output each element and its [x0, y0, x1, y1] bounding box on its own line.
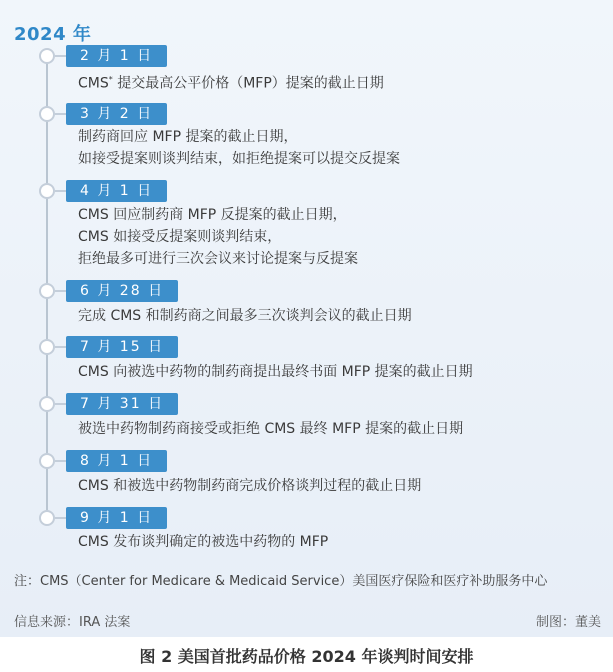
- event-date-badge: 8 月 1 日: [66, 450, 167, 472]
- timeline-node-icon: [39, 183, 55, 199]
- timeline-node-icon: [39, 339, 55, 355]
- event-date-badge: 7 月 15 日: [66, 336, 178, 358]
- timeline-node-icon: [39, 106, 55, 122]
- figure-caption: 图 2 美国首批药品价格 2024 年谈判时间安排: [139, 647, 474, 666]
- timeline-node-icon: [39, 396, 55, 412]
- event-date-badge: 4 月 1 日: [66, 180, 167, 202]
- event-description: CMS* 提交最高公平价格（MFP）提案的截止日期: [78, 75, 384, 92]
- footnote: 注：CMS（Center for Medicare & Medicaid Service）美国医疗保险和医疗补助服务中心: [14, 574, 548, 589]
- event-description: CMS 向被选中药物的制药商提出最终书面 MFP 提案的截止日期: [78, 364, 473, 380]
- footnote-marker: *: [108, 75, 113, 84]
- event-date-badge: 2 月 1 日: [66, 45, 167, 67]
- event-description: 被选中药物制药商接受或拒绝 CMS 最终 MFP 提案的截止日期: [78, 421, 464, 437]
- event-description: CMS 发布谈判确定的被选中药物的 MFP: [78, 534, 329, 550]
- credit-note: 制图：董美: [535, 615, 601, 630]
- timeline-node-icon: [39, 453, 55, 469]
- event-date-badge: 3 月 2 日: [66, 103, 167, 125]
- event-description: CMS 回应制药商 MFP 反提案的截止日期， CMS 如接受反提案则谈判结束， 拒绝最多可进行三次会议来讨论提案与反提案: [78, 207, 358, 267]
- source-note: 信息来源：IRA 法案: [14, 615, 131, 630]
- event-date-badge: 7 月 31 日: [66, 393, 178, 415]
- event-date-badge: 9 月 1 日: [66, 507, 167, 529]
- event-description: 完成 CMS 和制药商之间最多三次谈判会议的截止日期: [78, 308, 412, 324]
- timeline-node-icon: [39, 48, 55, 64]
- timeline-node-icon: [39, 510, 55, 526]
- event-description: CMS 和被选中药物制药商完成价格谈判过程的截止日期: [78, 478, 422, 494]
- event-date-badge: 6 月 28 日: [66, 280, 178, 302]
- year-heading: 2024 年: [14, 24, 92, 45]
- event-description: 制药商回应 MFP 提案的截止日期， 如接受提案则谈判结束，如拒绝提案可以提交反提案: [78, 129, 400, 167]
- timeline-node-icon: [39, 283, 55, 299]
